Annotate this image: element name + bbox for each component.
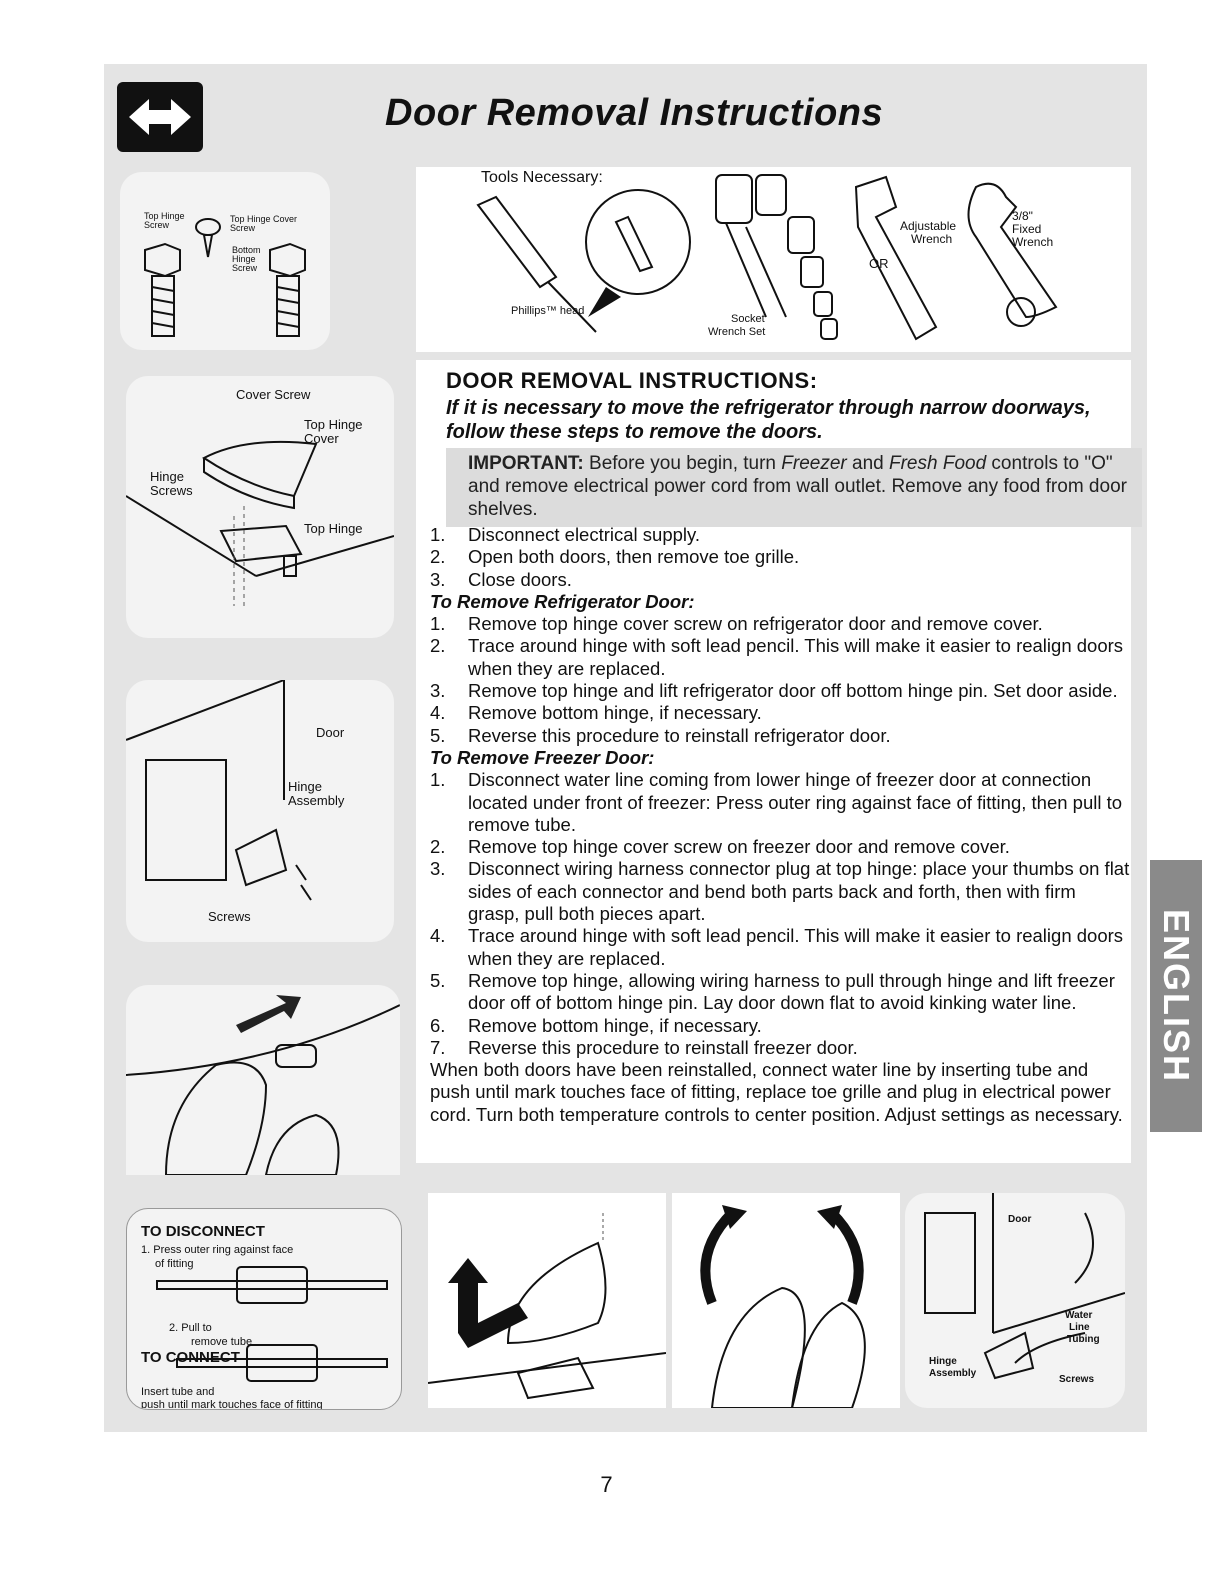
hinge-assembly-label: Hinge Assembly	[288, 779, 345, 808]
instruction-steps	[430, 524, 1130, 1126]
remove-cover-figure	[428, 1193, 666, 1408]
fridge-step-1	[430, 613, 1130, 635]
instructions-intro: If it is necessary to move the refrigerator through narrow doorways, follow these steps to remove the doors.	[446, 397, 1091, 443]
tube-hands-figure	[126, 985, 400, 1175]
insert-tube-label: Insert tube and	[141, 1386, 215, 1398]
freezer-step-2	[430, 836, 1130, 858]
step-text: Remove top hinge, allowing wiring harness to pull through hinge and lift freezer door off of bottom hinge pin. Lay door down flat to avoid kinking water line.	[468, 969, 1115, 1014]
step-text: Trace around hinge with soft lead pencil. This will make it easier to realign doors when they are replaced.	[468, 635, 1124, 679]
top-hinge-screw-label: Top Hinge Screw	[144, 211, 185, 230]
tools-heading: Tools Necessary:	[481, 169, 603, 186]
top-hinge-label: Top Hinge	[304, 521, 363, 536]
step-number: 4.	[430, 925, 446, 947]
step-number: 5.	[430, 969, 446, 991]
freezer-heading: To Remove Freezer Door:	[430, 746, 655, 768]
to-disconnect-label: TO DISCONNECT	[141, 1223, 265, 1240]
language-tab: ENGLISH	[1150, 860, 1202, 1132]
adjustable-wrench-label: Wrench	[911, 232, 953, 246]
hinge-label: Hinge	[929, 1356, 957, 1367]
fridge-step-3	[430, 680, 1130, 702]
of-fitting-label: of fitting	[155, 1258, 194, 1270]
freezer-step-7	[430, 1037, 1130, 1059]
door-label: Door	[1008, 1214, 1032, 1225]
step-text: Remove top hinge cover screw on refrigerator door and remove cover.	[468, 613, 1043, 635]
tubing-label: Tubing	[1067, 1334, 1100, 1345]
cover-screw-label: Cover Screw	[236, 387, 311, 402]
step-text: Remove top hinge cover screw on freezer door and remove cover.	[468, 836, 1010, 858]
fridge-step-2	[430, 635, 1130, 680]
step-text: Reverse this procedure to reinstall refrigerator door.	[468, 724, 891, 746]
step-text: Open both doors, then remove toe grille.	[468, 546, 800, 568]
step-text: Reverse this procedure to reinstall freezer door.	[468, 1036, 858, 1058]
disconnect-wiring-figure	[672, 1193, 900, 1408]
pull-to-label: 2. Pull to	[169, 1322, 212, 1334]
step-number: 1.	[430, 613, 446, 635]
general-step-2	[430, 546, 1130, 568]
step-text: Remove bottom hinge, if necessary.	[468, 702, 762, 724]
step-number: 1.	[430, 524, 446, 545]
door-label: Door	[316, 725, 345, 740]
step-text: Disconnect water line coming from lower hinge of freezer door at connection located under front of freezer: Press outer ring against face of fitting, then pull to remove tube.	[468, 769, 1123, 835]
fridge-step-4	[430, 702, 1130, 724]
step-number: 4.	[430, 702, 446, 724]
press-ring-label: 1. Press outer ring against face	[141, 1244, 294, 1256]
step-number: 1.	[430, 769, 446, 791]
step-number: 6.	[430, 1014, 446, 1036]
freezer-step-6	[430, 1015, 1130, 1037]
screws-label: Screws	[1059, 1374, 1095, 1385]
step-text: Disconnect electrical supply.	[468, 524, 701, 545]
or-label: OR	[869, 256, 889, 271]
freezer-hinge-figure	[905, 1193, 1125, 1408]
adjustable-label: Adjustable	[900, 219, 957, 233]
step-number: 2.	[430, 635, 446, 657]
step-text: Disconnect wiring harness connector plug at top hinge: place your thumbs on flat sides of each connector and bend both parts back and forth, then with firm grasp, pull both pieces apart.	[468, 858, 1130, 925]
remove-tube-label: remove tube	[191, 1336, 253, 1348]
tools-section	[416, 167, 1131, 352]
step-text: Trace around hinge with soft lead pencil. This will make it easier to realign doors when they are replaced.	[468, 925, 1124, 969]
wrench-set-label: Wrench Set	[708, 326, 766, 338]
freezer-step-4	[430, 925, 1130, 970]
fixed-size-label: 3/8"	[1012, 209, 1033, 223]
top-hinge-cover-label: Top Hinge Cover	[304, 417, 363, 446]
step-number: 3.	[430, 568, 446, 590]
double-arrow-icon	[117, 82, 203, 152]
step-text: Remove top hinge and lift refrigerator door off bottom hinge pin. Set door aside.	[468, 680, 1118, 702]
screws-label: Screws	[208, 909, 251, 924]
hinge-screws-label: Hinge Screws	[150, 469, 193, 498]
socket-label: Socket	[731, 313, 765, 325]
step-number: 3.	[430, 680, 446, 702]
water-label: Water	[1065, 1310, 1093, 1321]
closing-paragraph: When both doors have been reinstalled, connect water line by inserting tube and push until mark touches face of fitting, replace toe grille and plug in electrical power cord. Turn both temperature controls to center position. Adjust settings as necessary.	[430, 1059, 1123, 1125]
line-label: Line	[1069, 1322, 1090, 1333]
step-text: Remove bottom hinge, if necessary.	[468, 1014, 762, 1036]
assembly-label: Assembly	[929, 1368, 977, 1379]
freezer-step-1	[430, 769, 1130, 836]
important-notice: IMPORTANT: Before you begin, turn Freezer and Fresh Food controls to "O" and remove electrical power cord from wall outlet. Remove any food from door shelves.	[446, 448, 1142, 527]
top-hinge-figure	[126, 376, 394, 638]
bottom-hinge-screw-label: Bottom Hinge Screw	[232, 245, 261, 273]
page-title: Door Removal Instructions	[385, 92, 884, 134]
step-number: 3.	[430, 858, 446, 880]
fixed-label: Fixed	[1012, 222, 1042, 236]
step-number: 2.	[430, 836, 446, 858]
general-step-3	[430, 569, 1130, 591]
screws-figure	[120, 172, 330, 350]
bottom-hinge-figure	[126, 680, 394, 942]
connect-figure	[126, 1208, 402, 1410]
general-step-1	[430, 524, 1130, 546]
to-connect-label: TO CONNECT	[141, 1349, 240, 1366]
phillips-label: Phillips™ head	[511, 305, 585, 317]
fridge-heading: To Remove Refrigerator Door:	[430, 590, 695, 612]
push-until-label: push until mark touches face of fitting	[141, 1399, 323, 1410]
step-number: 2.	[430, 546, 446, 568]
instructions-heading: DOOR REMOVAL INSTRUCTIONS:	[446, 368, 818, 393]
top-hinge-cover-screw-label: Top Hinge Cover Screw	[230, 214, 298, 233]
page-number: 7	[600, 1472, 613, 1497]
fridge-step-5	[430, 725, 1130, 747]
freezer-step-3	[430, 858, 1130, 925]
step-text: Close doors.	[468, 568, 572, 590]
fixed-wrench-label: Wrench	[1012, 235, 1054, 249]
step-number: 5.	[430, 724, 446, 746]
step-number: 7.	[430, 1036, 446, 1058]
freezer-step-5	[430, 970, 1130, 1015]
